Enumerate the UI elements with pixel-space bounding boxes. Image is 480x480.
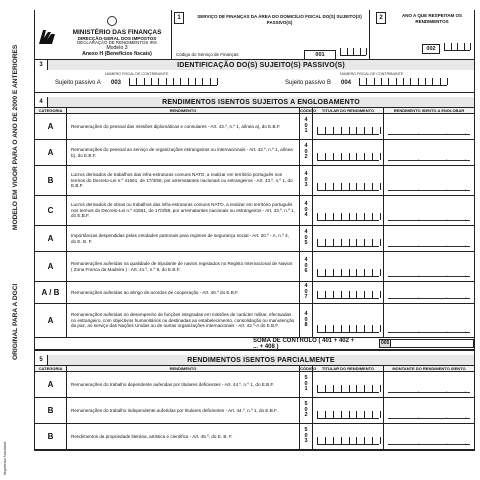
- taxpayer-a-code: 003: [111, 80, 122, 86]
- income-description: Rendimentos da propriedade literária, artística e científica - Art. 45.º, do E. B. F.: [67, 424, 300, 449]
- section-title: IDENTIFICAÇÃO DO(S) SUJEITO(S) PASSIVO(S): [177, 61, 345, 69]
- form-page: [34, 10, 475, 451]
- control-sum-code: 005: [380, 340, 390, 346]
- income-description: Lucros derivados de obras ou trabalhos das infra-estruturas comuns NATO, a realizar em território português nos termos do Decreto-Lei n.º 41561, de 17/3/58, por arrematantes nacionais ou estrangeiros - Art. 43.º, n.º 1, do E.B.F.: [67, 196, 300, 225]
- table-row: [35, 196, 474, 226]
- holder-input[interactable]: [313, 252, 384, 281]
- holder-input[interactable]: [313, 114, 384, 139]
- tax-office-code-input[interactable]: [336, 48, 370, 60]
- box-number: 2: [376, 12, 386, 24]
- ministry-block: [69, 29, 165, 58]
- tax-office-box: [171, 10, 370, 60]
- amount-input[interactable]: . . ,: [384, 196, 474, 225]
- holder-input[interactable]: [313, 398, 384, 423]
- control-sum-input[interactable]: [391, 339, 474, 348]
- category-cell: A: [35, 226, 67, 251]
- row-code: 5 0 1: [300, 372, 313, 397]
- ministry-title: MINISTÉRIO DAS FINANÇAS: [72, 29, 162, 36]
- col-category: CATEGORIA: [35, 108, 67, 113]
- col-code: CÓDIGO: [300, 108, 317, 113]
- year-box: [374, 10, 476, 60]
- holder-input[interactable]: [313, 304, 384, 337]
- category-cell: C: [35, 196, 67, 225]
- amount-input[interactable]: . . ,: [384, 398, 474, 423]
- amount-input[interactable]: . . ,: [384, 166, 474, 195]
- holder-input[interactable]: [313, 226, 384, 251]
- section-4: [34, 97, 475, 351]
- table-row: [35, 424, 474, 450]
- amount-input[interactable]: . . ,: [384, 304, 474, 337]
- row-code: 4 0 8: [300, 304, 313, 337]
- box-number: 1: [174, 12, 184, 24]
- taxpayer-a-label: Sujeito passivo A: [55, 80, 101, 86]
- section-4-header: [35, 97, 474, 107]
- col-exempt-amount: RENDIMENTO ISENTO A ENGLOBAR: [393, 108, 465, 113]
- table-row: [35, 252, 474, 282]
- section-title: RENDIMENTOS ISENTOS PARCIALMENTE: [187, 356, 335, 364]
- row-code: 4 0 4: [300, 196, 313, 225]
- year-code-tag: 002: [422, 44, 440, 54]
- table-row: [35, 114, 474, 140]
- control-sum-label: SOMA DE CONTROLO ( 401 + 402 + ... + 408 ): [253, 337, 355, 350]
- amount-input[interactable]: . . ,: [384, 114, 474, 139]
- income-description: Remunerações auferidas ao abrigo de acordos de cooperação - Art. 46.º do E.B.F.: [67, 282, 300, 303]
- category-cell: B: [35, 424, 67, 449]
- year-input[interactable]: [440, 41, 474, 55]
- original-copy-note: ORIGINAL PARA A DGCI: [12, 283, 19, 360]
- row-code: 4 0 2: [300, 140, 313, 165]
- amount-input[interactable]: . . ,: [384, 372, 474, 397]
- category-cell: A: [35, 140, 67, 165]
- section-4-column-headers: [35, 107, 474, 114]
- col-exempt-amount: MONTANTE DO RENDIMENTO ISENTO: [392, 366, 466, 371]
- annex-label: Anexo H (Benefícios fiscais): [82, 51, 152, 58]
- row-code: 4 0 7: [300, 282, 313, 303]
- holder-input[interactable]: [313, 372, 384, 397]
- income-description: Remunerações do trabalho dependente auferidas por titulares deficientes - Art. 44.º, n.º 1, do E.B.F.: [67, 372, 300, 397]
- tax-office-code-tag: 001: [304, 50, 336, 60]
- row-code: 4 0 3: [300, 166, 313, 195]
- col-income: RENDIMENTO: [67, 108, 300, 113]
- taxpayer-ids: [35, 70, 474, 92]
- row-code: 5 0 3: [300, 424, 313, 449]
- category-cell: A: [35, 114, 67, 139]
- section-5: [34, 355, 475, 451]
- dgci-logo-icon: [39, 30, 57, 44]
- table-row: [35, 282, 474, 304]
- model-validity-note: MODELO EM VIGOR PARA O ANO DE 2000 E ANTERIORES: [12, 44, 19, 230]
- row-code: 4 0 5: [300, 226, 313, 251]
- income-description: Remunerações do pessoal das missões diplomáticas e consulares - Art. 42.º, n.º 1, alínea a), do E.B.F.: [67, 114, 300, 139]
- section-title: RENDIMENTOS ISENTOS SUJEITOS A ENGLOBAMENTO: [162, 98, 360, 106]
- form-header: [34, 10, 475, 60]
- amount-input[interactable]: . . ,: [384, 140, 474, 165]
- income-description: Remunerações do trabalho independente auferidas por titulares deficientes - Art. 44.º, n.º 1, do E.B.F.: [67, 398, 300, 423]
- row-code: 5 0 2: [300, 398, 313, 423]
- section-number: 5: [35, 355, 48, 365]
- holder-input[interactable]: [313, 166, 384, 195]
- crest-icon: [107, 16, 117, 26]
- table-row: [35, 140, 474, 166]
- holder-input[interactable]: [313, 140, 384, 165]
- nif-label-b: NÚMERO FISCAL DE CONTRIBUINTE: [340, 72, 404, 76]
- category-cell: B: [35, 166, 67, 195]
- col-holder: TITULAR DO RENDIMENTO: [313, 108, 384, 113]
- section-number: 3: [35, 60, 48, 70]
- category-cell: A: [35, 372, 67, 397]
- section-3-header: [35, 60, 474, 70]
- holder-input[interactable]: [313, 196, 384, 225]
- col-code: CÓDIGO: [300, 366, 317, 371]
- income-description: Importâncias despendidas pelas entidades patronais para regimes de segurança social - Art. 20.º - A, n.º 3, do E. B. F.: [67, 226, 300, 251]
- col-holder: TITULAR DO RENDIMENTO: [313, 366, 384, 371]
- category-cell: A: [35, 252, 67, 281]
- income-description: Remunerações auferidas no desempenho de funções integradas em missões de carácter militar, efectuadas no estrangeiro, com objectivos humanitários ou destinadas ao estabelecimento, consolidação ou manutenção da paz, ao serviço das Nações Unidas ou de outras organizações internacionais - Art. 42.º-A do E.B.F.: [67, 304, 300, 337]
- side-margin: [0, 0, 34, 480]
- table-row: [35, 226, 474, 252]
- section-5-header: [35, 355, 474, 365]
- row-code: 4 0 6: [300, 252, 313, 281]
- directorate-title: DIRECÇÃO-GERAL DOS IMPOSTOS: [77, 36, 157, 42]
- model-label: Modelo 3: [106, 45, 128, 52]
- category-cell: A / B: [35, 282, 67, 303]
- section-3: [34, 60, 475, 93]
- amount-input[interactable]: . . ,: [384, 282, 474, 303]
- income-description: Remunerações do pessoal ao serviço de organizações estrangeiras ou internacionais - Art. 42.º, n.º 1, alínea b), do E.B.F.: [67, 140, 300, 165]
- row-code: 4 0 1: [300, 114, 313, 139]
- income-description: Lucros derivados de trabalhos das infra-estruturas comuns NATO, a realizar em território português nos termos do Decreto-Lei n.º 41561, de 17/3/58, por arrematantes nacionais ou estrangeiros - Art. 43.º, n.º 1, do E.B.F.: [67, 166, 300, 195]
- amount-input[interactable]: . . ,: [384, 252, 474, 281]
- nif-label-a: NÚMERO FISCAL DE CONTRIBUINTE: [105, 72, 169, 76]
- taxpayer-a-nif-input[interactable]: [125, 76, 221, 90]
- year-title: ANO A QUE RESPEITAM OS RENDIMENTOS: [401, 13, 463, 24]
- printer-note: Imprensa Nacional: [2, 441, 7, 475]
- category-cell: A: [35, 304, 67, 337]
- amount-input[interactable]: . . ,: [384, 424, 474, 449]
- col-category: CATEGORIA: [35, 366, 67, 371]
- holder-input[interactable]: [313, 282, 384, 303]
- table-row: [35, 398, 474, 424]
- income-description: Remunerações auferidas na qualidade de tripulante de navios registados no Registo Internacional de Navios ( Zona Franca da Madeira ) - Art. 41.º, n.º 8, do E.B.F.: [67, 252, 300, 281]
- section-number: 4: [35, 97, 48, 107]
- taxpayer-b-nif-input[interactable]: [355, 76, 451, 90]
- section-5-column-headers: [35, 365, 474, 372]
- table-row: [35, 304, 474, 338]
- declaration-title: DECLARAÇÃO DE RENDIMENTOS IRS: [77, 40, 157, 46]
- holder-input[interactable]: [313, 424, 384, 449]
- control-sum-row: [35, 338, 474, 350]
- table-row: [35, 166, 474, 196]
- tax-office-title: SERVIÇO DE FINANÇAS DA ÁREA DO DOMICÍLIO FISCAL DO(S) SUJEITO(S) PASSIVO(S): [197, 14, 362, 25]
- taxpayer-b-label: Sujeito passivo B: [285, 80, 332, 86]
- taxpayer-b-code: 004: [341, 80, 352, 86]
- amount-input[interactable]: . . ,: [384, 226, 474, 251]
- table-row: [35, 372, 474, 398]
- col-income: RENDIMENTO: [67, 366, 300, 371]
- tax-office-code-label: Código do Serviço de Finanças: [176, 52, 239, 57]
- category-cell: B: [35, 398, 67, 423]
